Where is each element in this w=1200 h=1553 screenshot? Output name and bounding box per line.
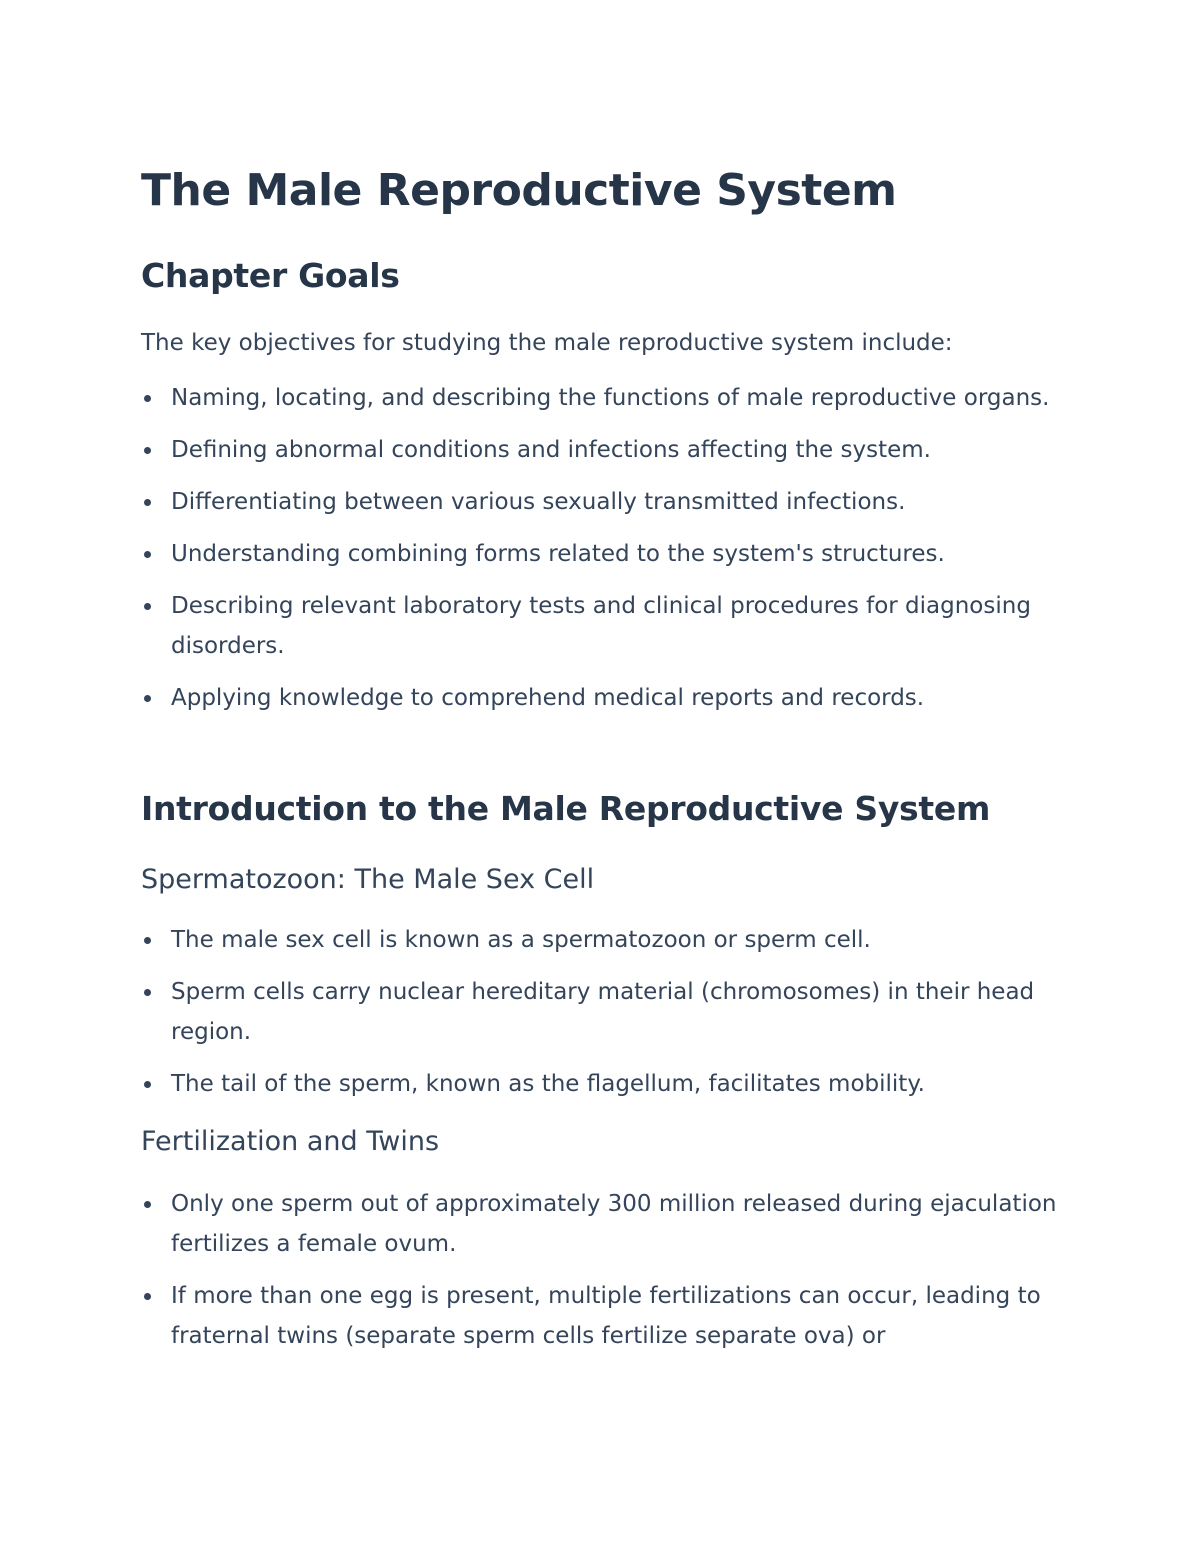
list-item: [141, 378, 1061, 418]
bullet-icon: [144, 989, 151, 996]
bullet-icon: [144, 551, 151, 558]
chapter-goals-heading: Chapter Goals: [141, 256, 400, 295]
list-item: [141, 430, 1061, 470]
list-item-text: If more than one egg is present, multiple fertilizations can occur, leading to fraternal twins (separate sperm cells fertilize separate ova) or: [171, 1283, 1041, 1349]
list-item-text: Applying knowledge to comprehend medical reports and records.: [171, 685, 925, 711]
bullet-icon: [144, 1293, 151, 1300]
bullet-icon: [144, 447, 151, 454]
list-item: [141, 586, 1061, 666]
list-item-text: The male sex cell is known as a spermatozoon or sperm cell.: [171, 927, 871, 953]
fertilization-heading: Fertilization and Twins: [141, 1126, 440, 1157]
bullet-icon: [144, 499, 151, 506]
list-item-text: The tail of the sperm, known as the flagellum, facilitates mobility.: [171, 1071, 925, 1097]
fertilization-list: [141, 1184, 1061, 1368]
chapter-goals-list: [141, 378, 1061, 730]
list-item: [141, 920, 1061, 960]
list-item: [141, 678, 1061, 718]
list-item-text: Only one sperm out of approximately 300 million released during ejaculation fertilizes a female ovum.: [171, 1191, 1057, 1257]
list-item: [141, 972, 1061, 1052]
list-item: [141, 1064, 1061, 1104]
spermatozoon-list: [141, 920, 1061, 1116]
list-item-text: Sperm cells carry nuclear hereditary material (chromosomes) in their head region.: [171, 979, 1035, 1045]
list-item-text: Understanding combining forms related to the system's structures.: [171, 541, 945, 567]
list-item: [141, 1184, 1061, 1264]
list-item: [141, 1276, 1061, 1356]
page-title: The Male Reproductive System: [141, 165, 897, 216]
bullet-icon: [144, 937, 151, 944]
list-item: [141, 482, 1061, 522]
list-item-text: Differentiating between various sexually transmitted infections.: [171, 489, 906, 515]
list-item: [141, 534, 1061, 574]
bullet-icon: [144, 603, 151, 610]
list-item-text: Describing relevant laboratory tests and clinical procedures for diagnosing disorders.: [171, 593, 1031, 659]
bullet-icon: [144, 695, 151, 702]
introduction-heading: Introduction to the Male Reproductive System: [141, 789, 991, 828]
spermatozoon-heading: Spermatozoon: The Male Sex Cell: [141, 864, 595, 895]
list-item-text: Naming, locating, and describing the functions of male reproductive organs.: [171, 385, 1050, 411]
bullet-icon: [144, 1081, 151, 1088]
bullet-icon: [144, 1201, 151, 1208]
list-item-text: Defining abnormal conditions and infections affecting the system.: [171, 437, 931, 463]
chapter-goals-intro: The key objectives for studying the male reproductive system include:: [141, 330, 953, 356]
bullet-icon: [144, 395, 151, 402]
